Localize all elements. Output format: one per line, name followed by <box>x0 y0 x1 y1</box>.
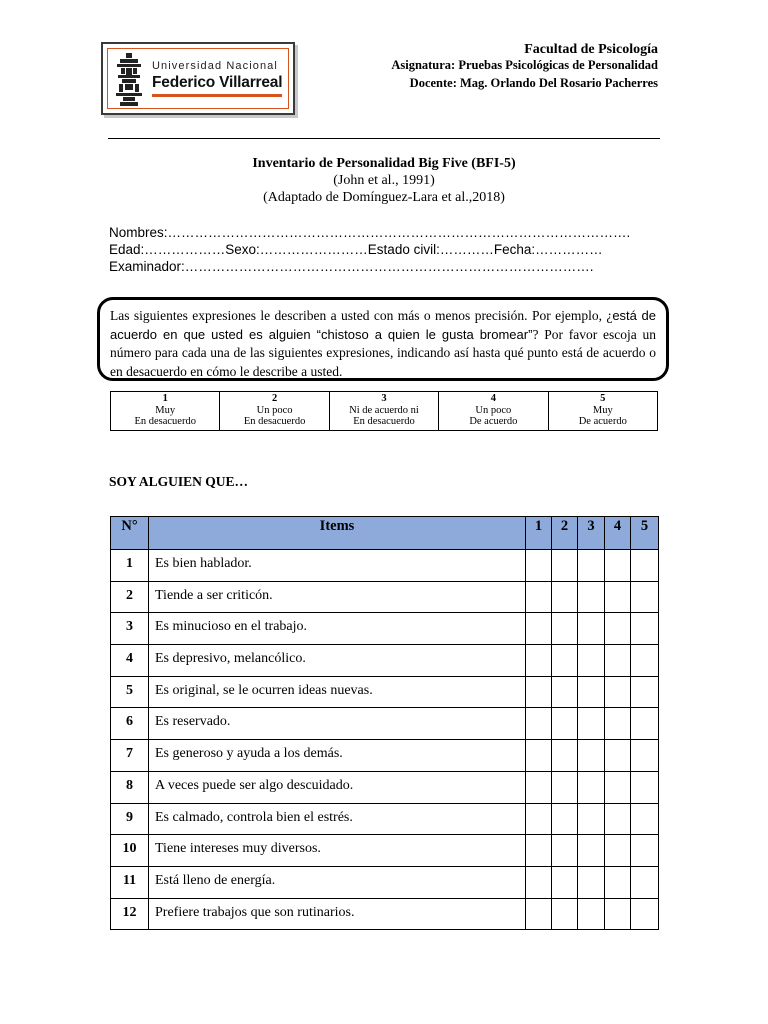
answer-cell-2[interactable] <box>552 835 578 867</box>
answer-cell-1[interactable] <box>526 581 552 613</box>
emblem-icon <box>114 52 144 108</box>
header-number: N° <box>111 517 149 550</box>
item-row <box>111 803 659 835</box>
item-number: 6 <box>111 708 149 740</box>
answer-cell-4[interactable] <box>605 866 631 898</box>
item-text: Está lleno de energía. <box>149 866 526 898</box>
item-text: Es depresivo, melancólico. <box>149 645 526 677</box>
header-score-2: 2 <box>552 517 578 550</box>
answer-cell-1[interactable] <box>526 676 552 708</box>
item-text: A veces puede ser algo descuidado. <box>149 771 526 803</box>
examiner-field[interactable]: Examinador:………………………………………………………………………………. <box>109 259 594 274</box>
answer-cell-4[interactable] <box>605 613 631 645</box>
answer-cell-2[interactable] <box>552 581 578 613</box>
item-row <box>111 866 659 898</box>
item-text: Tiende a ser criticón. <box>149 581 526 613</box>
scale-label: En desacuerdo <box>134 416 196 427</box>
answer-cell-1[interactable] <box>526 550 552 582</box>
logo-university-line: Universidad Nacional <box>152 60 278 72</box>
scale-label: En desacuerdo <box>353 416 415 427</box>
answer-cell-3[interactable] <box>578 898 605 930</box>
item-number: 1 <box>111 550 149 582</box>
answer-cell-2[interactable] <box>552 740 578 772</box>
answer-cell-3[interactable] <box>578 676 605 708</box>
item-number: 11 <box>111 866 149 898</box>
item-number: 9 <box>111 803 149 835</box>
scale-number: 1 <box>162 393 168 404</box>
header-score-5: 5 <box>631 517 659 550</box>
answer-cell-2[interactable] <box>552 676 578 708</box>
answer-cell-1[interactable] <box>526 708 552 740</box>
answer-cell-3[interactable] <box>578 708 605 740</box>
scale-label: Un poco <box>256 404 293 416</box>
answer-cell-5[interactable] <box>631 740 659 772</box>
header-score-4: 4 <box>605 517 631 550</box>
instructions-part1: Las siguientes expresiones le describen a usted con más o menos precisión. Por ejemplo, ¿ <box>110 308 613 323</box>
answer-cell-2[interactable] <box>552 803 578 835</box>
item-row <box>111 550 659 582</box>
citation-adapted: (Adaptado de Domínguez-Lara et al.,2018) <box>263 190 505 205</box>
answer-cell-4[interactable] <box>605 835 631 867</box>
item-row <box>111 898 659 930</box>
answer-cell-3[interactable] <box>578 803 605 835</box>
scale-number: 4 <box>490 393 496 404</box>
scale-number: 3 <box>381 393 387 404</box>
answer-cell-5[interactable] <box>631 835 659 867</box>
header-score-1: 1 <box>526 517 552 550</box>
answer-cell-1[interactable] <box>526 613 552 645</box>
faculty-name: Facultad de Psicología <box>524 42 658 57</box>
answer-cell-2[interactable] <box>552 866 578 898</box>
answer-cell-3[interactable] <box>578 645 605 677</box>
answer-cell-1[interactable] <box>526 866 552 898</box>
answer-cell-1[interactable] <box>526 645 552 677</box>
item-row <box>111 708 659 740</box>
names-field[interactable]: Nombres:…………………………………………………………………………………………. <box>109 225 631 240</box>
scale-option <box>220 392 329 431</box>
item-number: 12 <box>111 898 149 930</box>
scale-label: Ni de acuerdo ni <box>349 404 419 416</box>
scale-label: De acuerdo <box>578 416 627 427</box>
instructions-box <box>97 297 669 381</box>
answer-cell-4[interactable] <box>605 803 631 835</box>
scale-label: Muy <box>592 404 613 416</box>
answer-cell-5[interactable] <box>631 645 659 677</box>
item-text: Es bien hablador. <box>149 550 526 582</box>
answer-cell-2[interactable] <box>552 613 578 645</box>
answer-cell-3[interactable] <box>578 866 605 898</box>
answer-cell-2[interactable] <box>552 708 578 740</box>
item-row <box>111 613 659 645</box>
answer-cell-4[interactable] <box>605 645 631 677</box>
answer-cell-1[interactable] <box>526 740 552 772</box>
items-header-row <box>111 517 659 550</box>
item-number: 5 <box>111 676 149 708</box>
answer-cell-2[interactable] <box>552 645 578 677</box>
answer-cell-5[interactable] <box>631 803 659 835</box>
item-row <box>111 581 659 613</box>
scale-number: 2 <box>271 393 278 404</box>
answer-cell-5[interactable] <box>631 613 659 645</box>
answer-cell-3[interactable] <box>578 771 605 803</box>
item-number: 10 <box>111 835 149 867</box>
item-row <box>111 835 659 867</box>
answer-cell-3[interactable] <box>578 613 605 645</box>
header-items: Items <box>149 517 526 550</box>
logo-border <box>107 48 289 109</box>
item-number: 8 <box>111 771 149 803</box>
answer-cell-4[interactable] <box>605 550 631 582</box>
teacher-line: Docente: Mag. Orlando Del Rosario Pacherres <box>409 76 658 90</box>
answer-cell-1[interactable] <box>526 898 552 930</box>
answer-cell-3[interactable] <box>578 581 605 613</box>
item-number: 4 <box>111 645 149 677</box>
answer-cell-2[interactable] <box>552 550 578 582</box>
instructions-part2: ? Por favor escoja un número para cada una de las siguientes expresiones, indicando así hasta qué punto está de acuerdo o en desacuerdo en cómo le describe a usted. <box>110 326 656 379</box>
item-text: Es reservado. <box>149 708 526 740</box>
item-row <box>111 676 659 708</box>
item-text: Tiene intereses muy diversos. <box>149 835 526 867</box>
item-text: Prefiere trabajos que son rutinarios. <box>149 898 526 930</box>
scale-label: Muy <box>155 404 176 416</box>
answer-cell-4[interactable] <box>605 771 631 803</box>
answer-cell-5[interactable] <box>631 708 659 740</box>
scale-label: Un poco <box>475 404 512 416</box>
scale-label: En desacuerdo <box>243 416 306 427</box>
scale-option <box>439 392 548 431</box>
item-row <box>111 740 659 772</box>
answer-cell-1[interactable] <box>526 803 552 835</box>
answer-cell-3[interactable] <box>578 835 605 867</box>
university-logo <box>101 42 295 115</box>
scale-option <box>111 392 220 431</box>
answer-cell-4[interactable] <box>605 581 631 613</box>
answer-cell-5[interactable] <box>631 898 659 930</box>
age-sex-status-date-fields[interactable]: Edad:………………Sexo:……………………Estado civil:…………Fecha:…………… <box>109 242 603 257</box>
answer-cell-5[interactable] <box>631 581 659 613</box>
answer-cell-3[interactable] <box>578 740 605 772</box>
item-row <box>111 771 659 803</box>
answer-cell-4[interactable] <box>605 708 631 740</box>
answer-cell-3[interactable] <box>578 550 605 582</box>
item-number: 3 <box>111 613 149 645</box>
answer-cell-5[interactable] <box>631 771 659 803</box>
scale-label: De acuerdo <box>469 416 518 427</box>
item-text: Es minucioso en el trabajo. <box>149 613 526 645</box>
answer-cell-4[interactable] <box>605 740 631 772</box>
item-number: 2 <box>111 581 149 613</box>
subject-line: Asignatura: Pruebas Psicológicas de Personalidad <box>391 58 658 72</box>
item-row <box>111 645 659 677</box>
answer-cell-5[interactable] <box>631 866 659 898</box>
scale-option <box>548 392 657 431</box>
answer-cell-2[interactable] <box>552 898 578 930</box>
answer-cell-5[interactable] <box>631 676 659 708</box>
response-scale <box>110 391 658 431</box>
item-text: Es calmado, controla bien el estrés. <box>149 803 526 835</box>
answer-cell-1[interactable] <box>526 771 552 803</box>
document-title: Inventario de Personalidad Big Five (BFI-5) <box>252 156 516 171</box>
logo-name-line: Federico Villarreal <box>152 74 283 91</box>
item-text: Es generoso y ayuda a los demás. <box>149 740 526 772</box>
answer-cell-2[interactable] <box>552 771 578 803</box>
section-heading: SOY ALGUIEN QUE… <box>109 474 249 489</box>
scale-number: 5 <box>600 393 606 404</box>
logo-accent-bar <box>152 94 282 97</box>
citation-original: (John et al., 1991) <box>333 173 435 188</box>
header-score-3: 3 <box>578 517 605 550</box>
items-table <box>110 516 659 930</box>
answer-cell-5[interactable] <box>631 550 659 582</box>
answer-cell-1[interactable] <box>526 835 552 867</box>
item-number: 7 <box>111 740 149 772</box>
answer-cell-4[interactable] <box>605 898 631 930</box>
instructions-quoted: está de acuerdo en que usted es alguien “chistoso a quien le gusta bromear” <box>110 308 656 342</box>
header-divider <box>108 138 660 139</box>
item-text: Es original, se le ocurren ideas nuevas. <box>149 676 526 708</box>
scale-option <box>329 392 438 431</box>
answer-cell-4[interactable] <box>605 676 631 708</box>
